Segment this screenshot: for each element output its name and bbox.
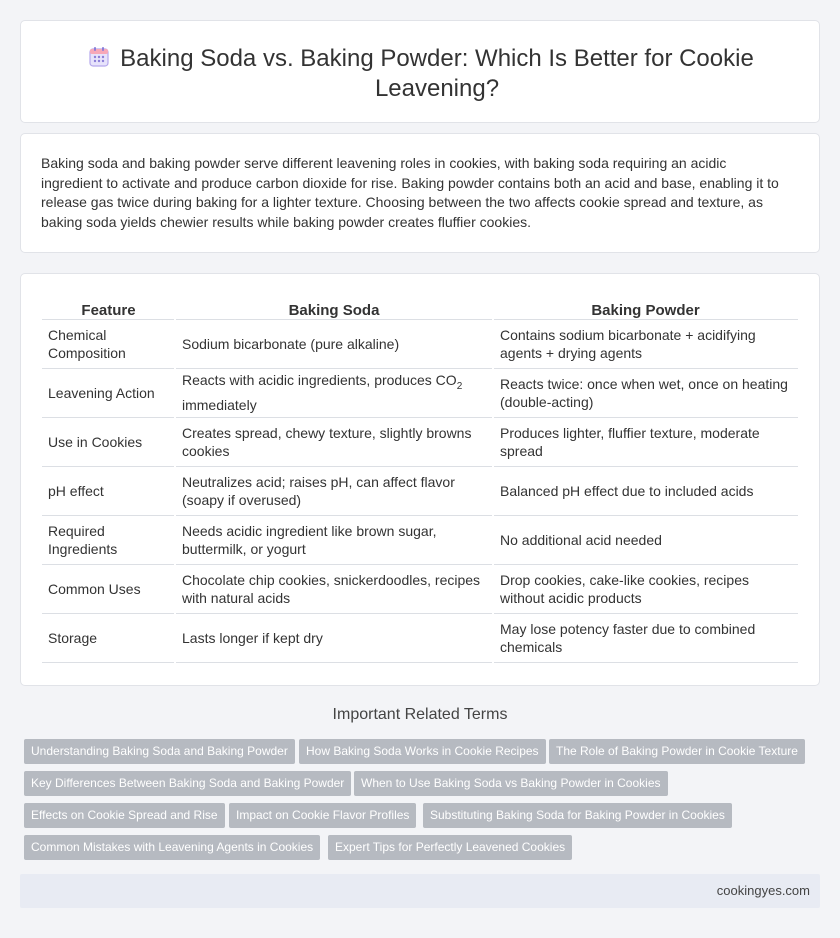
table-row: [42, 515, 798, 564]
header-feature: Feature: [42, 297, 175, 319]
table-header-row: [42, 297, 798, 319]
related-terms-heading: Important Related Terms: [332, 706, 508, 723]
intro-card: [20, 133, 820, 253]
related-tag[interactable]: Understanding Baking Soda and Baking Powder: [24, 739, 295, 764]
co2-text: Reacts with acidic ingredients, produces CO: [182, 372, 457, 389]
table-row: [42, 319, 798, 368]
co2-subscript: 2: [456, 380, 463, 392]
feature-cell: Leavening Action: [42, 368, 175, 417]
related-tag[interactable]: How Baking Soda Works in Cookie Recipes: [299, 739, 546, 764]
feature-cell: Storage: [42, 613, 175, 662]
baking-soda-cell: Neutralizes acid; raises pH, can affect flavor (soapy if overused): [175, 466, 493, 515]
baking-soda-cell: Lasts longer if kept dry: [175, 613, 493, 662]
table-row: [42, 417, 798, 466]
comparison-card: [20, 273, 820, 686]
page-title: Baking Soda vs. Baking Powder: Which Is Better for Cookie Leavening?: [120, 45, 754, 102]
intro-paragraph: Baking soda and baking powder serve different leavening roles in cookies, with baking soda requiring an acidic ingredient to activate and produce carbon dioxide for rise. Baking powder contains both an acid and base, enabling it to release gas twice during baking for a lighter texture. Choosing between the two affects cookie spread and texture, as baking soda yields chewier results while baking powder creates fluffier cookies.: [41, 155, 779, 230]
baking-powder-cell: Balanced pH effect due to included acids: [493, 466, 798, 515]
related-tag[interactable]: Key Differences Between Baking Soda and Baking Powder: [24, 771, 351, 796]
header-baking-powder: Baking Powder: [493, 297, 798, 319]
table-row: [42, 613, 798, 662]
related-tag[interactable]: The Role of Baking Powder in Cookie Texture: [549, 739, 805, 764]
baking-powder-cell: May lose potency faster due to combined chemicals: [493, 613, 798, 662]
related-tag[interactable]: Impact on Cookie Flavor Profiles: [229, 803, 416, 828]
baking-soda-cell: Creates spread, chewy texture, slightly browns cookies: [175, 417, 493, 466]
co2-suffix: immediately: [182, 396, 257, 413]
title-card: [20, 20, 820, 123]
related-tag[interactable]: Expert Tips for Perfectly Leavened Cookies: [328, 835, 572, 860]
baking-soda-cell: Needs acidic ingredient like brown sugar, buttermilk, or yogurt: [175, 515, 493, 564]
related-tag[interactable]: Common Mistakes with Leavening Agents in Cookies: [24, 835, 320, 860]
related-tag[interactable]: When to Use Baking Soda vs Baking Powder in Cookies: [354, 771, 668, 796]
baking-powder-cell: No additional acid needed: [493, 515, 798, 564]
table-row: [42, 564, 798, 613]
baking-powder-cell: Produces lighter, fluffier texture, moderate spread: [493, 417, 798, 466]
footer: [20, 874, 820, 908]
feature-cell: Required Ingredients: [42, 515, 175, 564]
feature-cell: Common Uses: [42, 564, 175, 613]
table-row: [42, 368, 798, 417]
table-row: [42, 466, 798, 515]
baking-powder-cell: Contains sodium bicarbonate + acidifying agents + drying agents: [493, 319, 798, 368]
feature-cell: Chemical Composition: [42, 319, 175, 368]
comparison-table: [42, 297, 798, 663]
related-tag[interactable]: Substituting Baking Soda for Baking Powder in Cookies: [423, 803, 732, 828]
baking-soda-cell: [175, 368, 493, 417]
baking-soda-cell: Chocolate chip cookies, snickerdoodles, recipes with natural acids: [175, 564, 493, 613]
feature-cell: Use in Cookies: [42, 417, 175, 466]
baking-soda-cell: Sodium bicarbonate (pure alkaline): [175, 319, 493, 368]
related-tag[interactable]: Effects on Cookie Spread and Rise: [24, 803, 225, 828]
footer-site-name[interactable]: cookingyes.com: [716, 883, 810, 898]
header-baking-soda: Baking Soda: [175, 297, 493, 319]
baking-powder-cell: Drop cookies, cake-like cookies, recipes without acidic products: [493, 564, 798, 613]
feature-cell: pH effect: [42, 466, 175, 515]
baking-powder-cell: Reacts twice: once when wet, once on heating (double-acting): [493, 368, 798, 417]
